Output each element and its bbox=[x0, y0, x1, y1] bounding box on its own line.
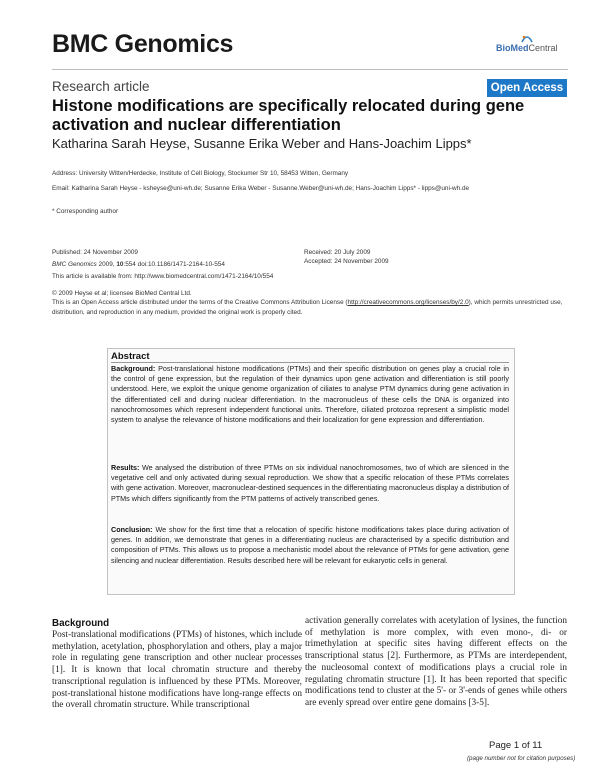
body-column-right: activation generally correlates with acetylation of lysines, the function of methylation is more complex, with even mono-, di- or trimethylation at specific sites having different effects on the transcriptional status [2]. Furthermore, as PTMs are interdependent, the nucleosomal context of modifications plays a crucial role in regulating chromatin structure [1]. It has been reported that specific modifications tend to cluster at the 5'- or 3'-ends of genes while others are evenly spread over entire gene domains [3-5]. bbox=[305, 616, 567, 708]
author-list: Katharina Sarah Heyse, Susanne Erika Weber and Hans-Joachim Lipps* bbox=[52, 136, 472, 151]
received-date: Received: 20 July 2009 bbox=[304, 249, 371, 256]
biomed-central-logo[interactable] bbox=[496, 34, 566, 54]
citation-line: BMC Genomics 2009, 10:554 doi:10.1186/1471-2164-10-554 bbox=[52, 261, 225, 268]
body-column-left: Post-translational modifications (PTMs) of histones, which include methylation, acetylation, phosphorylation and others, play a major role in regulating gene transcription and other nuclear processes [1]. It is known that local chromatin structure and thereby transcriptional regulation is influenced by these PTMs. Moreover, post-translational histone modifications have long-range effects on the overall chromatin structure. While transcriptional bbox=[52, 630, 302, 711]
author-address: Address: University Witten/Herdecke, Institute of Cell Biology, Stockumer Str 10, 58453 Witten, Germany bbox=[52, 170, 349, 177]
article-title: Histone modifications are specifically relocated during gene activation and nuclear differentiation bbox=[52, 97, 525, 134]
article-url-line[interactable]: This article is available from: http://www.biomedcentral.com/1471-2164/10/554 bbox=[52, 273, 274, 280]
abstract-heading: Abstract bbox=[111, 351, 150, 362]
abstract-background: Background: Post-translational histone modifications (PTMs) and their specific distribution on genes play a crucial role in the control of gene expression, but the regulation of their dynamics upon gene activation and differentiation is still poorly understood. Here, we exploit the unique genome organization of ciliates to analyse PTM dynamics during gene activation in the differentiated cell and during nuclear differentiation. In the macronucleus of these cells the DNA is organized into nanochromosomes which represent independent functional units. Therefore, ciliated protozoa represent a simplistic model system to analyse the relevance of histone modifications and their localization for gene expression and differentiation. bbox=[111, 364, 509, 425]
page-number: Page 1 of 11 bbox=[489, 740, 543, 751]
corresponding-author-note: * Corresponding author bbox=[52, 208, 119, 215]
biomed-logo-icon bbox=[520, 34, 534, 43]
license-text: This is an Open Access article distributed under the terms of the Creative Commons Attribution License (http://creativecommons.org/licenses/by/2.0), which permits unrestricted use, distribution, and reproduction in any medium, provided the original work is properly cited. bbox=[52, 299, 563, 316]
abstract-results: Results: We analysed the distribution of three PTMs on six individual nanochromosomes, two of which are silenced in the vegetative cell and only activated during sexual reproduction. We show that a specific relocation of these PTMs correlates with gene activation. Moreover, macronuclear-destined sequences in the differentiating macronucleus display a distribution of PTMs which differs significantly from the PTM patterns of actively transcribed genes. bbox=[111, 463, 509, 503]
header-divider bbox=[52, 69, 568, 70]
abstract-conclusion: Conclusion: We show for the first time that a relocation of specific histone modifications takes place during activation of genes. In addition, we demonstrate that genes in a differentiating nucleus are characterised by a specific distribution and composition of PTMs. This allows us to propose a mechanistic model about the relevance of PTMs for gene activation, gene silencing and nuclear differentiation. Results described here will be relevant for eukaryotic cells in general. bbox=[111, 525, 509, 565]
article-type: Research article bbox=[52, 79, 150, 94]
open-access-badge: Open Access bbox=[487, 79, 567, 97]
abstract-divider bbox=[111, 362, 509, 363]
background-section-heading: Background bbox=[52, 618, 110, 629]
published-date: Published: 24 November 2009 bbox=[52, 249, 138, 256]
publisher-name: BioMedCentral bbox=[496, 43, 558, 53]
author-emails: Email: Katharina Sarah Heyse - ksheyse@uni-wh.de; Susanne Erika Weber - Susanne.Weber@uni-wh.de; Hans-Joachim Lipps* - lipps@uni-wh.de bbox=[52, 185, 470, 192]
journal-title: BMC Genomics bbox=[52, 30, 234, 58]
license-link[interactable]: http://creativecommons.org/licenses/by/2.0 bbox=[347, 299, 469, 306]
page-number-note: (page number not for citation purposes) bbox=[467, 755, 576, 762]
copyright-line: © 2009 Heyse et al; licensee BioMed Central Ltd. bbox=[52, 290, 192, 297]
accepted-date: Accepted: 24 November 2009 bbox=[304, 258, 389, 265]
